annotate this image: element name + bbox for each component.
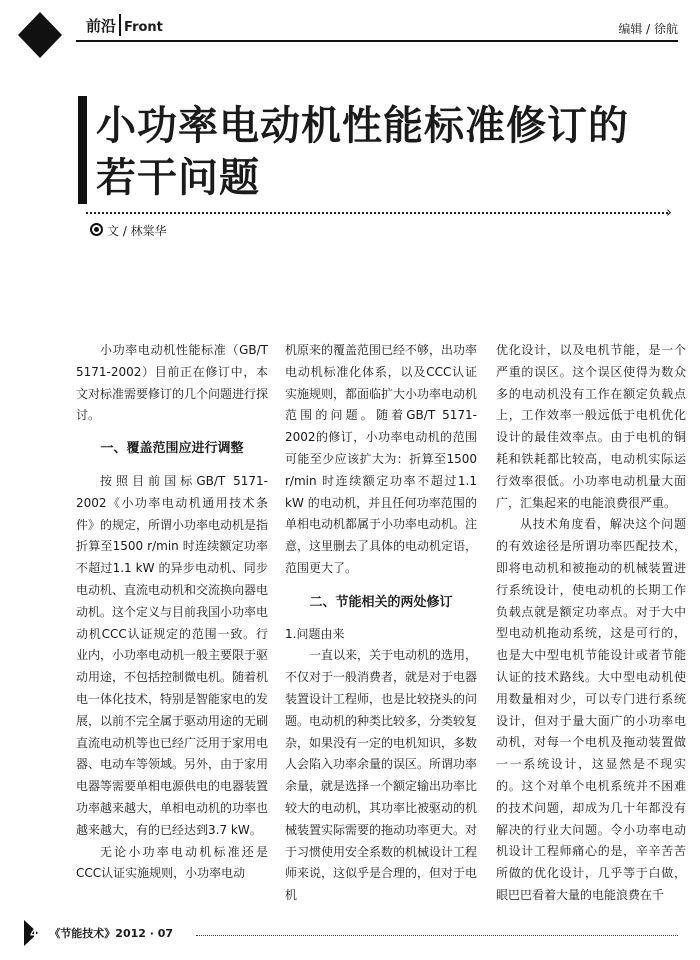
chevron-right-icon: ›: [666, 203, 672, 221]
section-divider: [119, 14, 121, 36]
article-title-line-2: 若干问题: [96, 155, 260, 201]
paragraph: 从技术角度看，解决这个问题的有效途径是所谓功率匹配技术，即将电动机和被拖动的机械装置进行系统设计，使电动机的长期工作负载点就是额定功率点。对于大中型电动机拖动系统，这是可行的，也是大中型电机节能设计或者节能认证的技术路线。大中型电动机使用数量相对少，可以专门进行系统设计，但对于量大面广的小功率电动机，对每一个电机及拖动装置做一一系统设计，这显然是不现实的。这个对单个电机系统并不困难的技术问题，却成为几十年都没有解决的行业大问题。令小功率电动机设计工程师痛心的是，辛辛苦苦所做的优化设计，几乎等于白做，眼巴巴看着大量的电能浪费在千: [496, 517, 686, 902]
section-label-cn: 前沿: [86, 17, 117, 35]
header-right-tab-icon: [40, 12, 62, 58]
bullseye-icon: [90, 223, 103, 236]
section-heading-2: 二、节能相关的两处修订: [309, 594, 453, 610]
section-label: [86, 14, 163, 36]
page-number: 44: [30, 927, 46, 940]
subsection-heading: 1.问题由来: [285, 626, 345, 641]
paragraph: 小功率电动机性能标准（GB/T 5171-2002）目前正在修订中，本文对标准需要修订的几个问题进行探讨。: [76, 343, 269, 423]
title-accent-bar: [78, 96, 87, 204]
section-label-en: Front: [124, 20, 163, 35]
article-title: [96, 100, 676, 204]
editor-credit: 编辑 / 徐航: [618, 22, 678, 36]
journal-issue: 《节能技术》2012 · 07: [49, 927, 174, 940]
footer-rule: [196, 935, 678, 936]
paragraph: 优化设计，以及电机节能，是一个严重的误区。这个误区使得为数众多的电动机没有工作在额定负载点上，工作效率一般远低于电机优化设计的最佳效率点。由于电机的铜耗和铁耗都比较高，电动机实际运行效率很低。小功率电动机量大面广，汇集起来的电能浪费很严重。: [496, 343, 686, 510]
column-2: [285, 340, 477, 907]
header-left-tab-icon: [18, 12, 40, 58]
paragraph: 机原来的覆盖范围已经不够，出功率电动机标准化体系，以及CCC认证实施规则，都面临扩大小功率电动机范围的问题。随着GB/T 5171-2002的修订，小功率电动机的范围可能至少应该扩大为：折算至1500 r/min 时连续额定功率不超过1.1 kW 的电动机，并且任何功率范围的单相电动机都属于小功率电动机。注意，这里删去了具体的电动机定语，范围更大了。: [285, 343, 478, 575]
footer-info: [30, 925, 173, 941]
paragraph: 一直以来，关于电动机的选用，不仅对于一般消费者，就是对于电器装置设计工程师，也是比较挠头的问题。电动机的种类比较多，分类较复杂，如果没有一定的电机知识，多数人会陷入功率余量的误区。所谓功率余量，就是选择一个额定输出功率比较大的电动机，其功率比被驱动的机械装置实际需要的拖动功率更大。对于习惯使用安全系数的机械设计工程师来说，这似乎是合理的，但对于电机: [285, 648, 478, 903]
paragraph: 按照目前国标GB/T 5171-2002《小功率电动机通用技术条件》的规定，所谓小功率电动机是指折算至1500 r/min 时连续额定功率不超过1.1 kW 的异步电动机、同步电动机、直流电动机和交流换向器电动机。这个定义与目前我国小功率电动机CCC认证规定的范围一致。行业内，小功率电动机一般主要限于驱动用途，不包括控制微电机。随着机电一体化技术，特别是智能家电的发展，以前不完全属于驱动用途的无刷直流电动机等也已经广泛用于家用电器、电动车等领域。另外，由于家用电器等需要单相电源供电的电器装置功率越来越大，单相电动机的功率也越来越大，有的已经达到3.7 kW。: [76, 473, 269, 837]
header-rule: [76, 40, 678, 42]
section-heading-1: 一、覆盖范围应进行调整: [100, 441, 244, 457]
article-title-line-1: 小功率电动机性能标准修订的: [96, 103, 629, 149]
paragraph: 无论小功率电动机标准还是CCC认证实施规则，小功率电动: [76, 844, 268, 881]
column-1: [76, 340, 268, 885]
column-3: [496, 340, 686, 907]
byline: [90, 222, 167, 239]
title-dotted-rule: [86, 212, 668, 214]
byline-author: 文 / 林棠华: [107, 224, 167, 238]
